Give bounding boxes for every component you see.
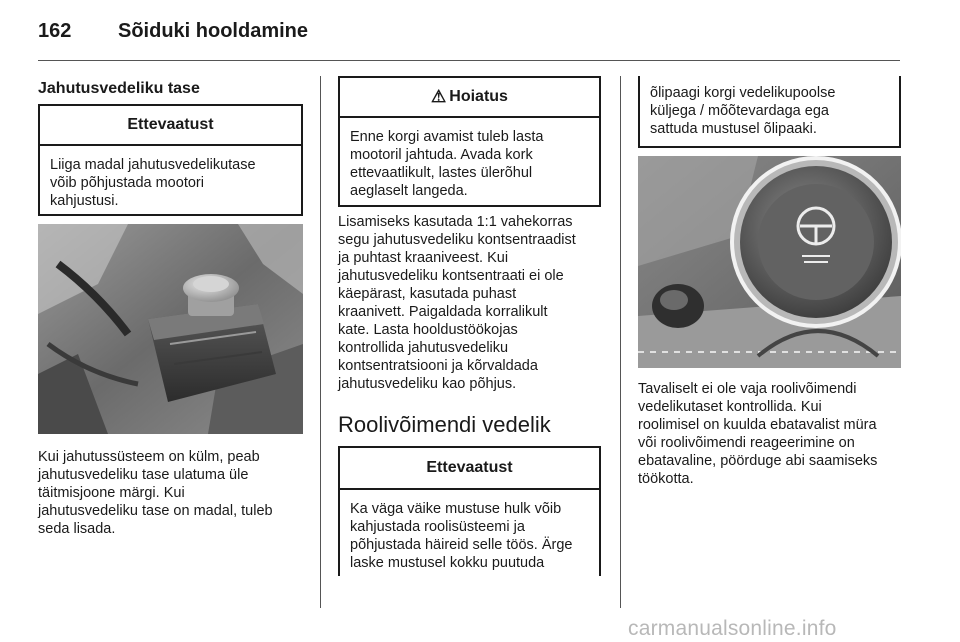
coolant-warning-box — [338, 76, 601, 207]
page-number: 162 — [38, 20, 72, 42]
watermark: carmanualsonline.info — [628, 617, 837, 640]
coolant-reservoir-photo — [38, 224, 303, 434]
continuation-text: õlipaagi korgi vedelikupoolse küljega / mõõtevardaga ega sattuda mustusel õlipaaki. — [650, 85, 836, 137]
coolant-add-paragraph: Lisamiseks kasutada 1:1 vahekorras segu jahutusvedeliku kontsentraadist ja puhtast kraaniveest. Kui jahutusvedeliku kontsentraati ei ole käepärast, kasutada puhast kraanivett. Paigaldada korralikult kate. Lasta hooldustöökojas kontrollida jahutusvedeliku kontsentratsiooni ja kõrvaldada jahutusvedeliku kao põhjus. — [338, 214, 576, 392]
warning-title: Hoiatus — [449, 88, 508, 105]
caution-title: Ettevaatust — [40, 106, 301, 146]
chapter-title: Sõiduki hooldamine — [118, 20, 309, 42]
warning-triangle-icon: ⚠ — [431, 87, 447, 106]
coolant-level-paragraph: Kui jahutussüsteem on külm, peab jahutusvedeliku tase ulatuma üle täitmisjoone märgi. Kui jahutusvedeliku tase on madal, tuleb seda lisada. — [38, 449, 273, 537]
power-steering-heading: Roolivõimendi vedelik — [338, 412, 551, 437]
caution-title: Ettevaatust — [340, 448, 599, 490]
header-divider — [38, 60, 900, 61]
warning-text: Enne korgi avamist tuleb lasta mootoril jahtuda. Avada kork ettevaatlikult, lastes ülerõhul aeglaselt langeda. — [350, 129, 544, 199]
coolant-caution-box — [38, 104, 303, 216]
caution-text: Ka väga väike mustuse hulk võib kahjustada roolisüsteemi ja põhjustada häireid selle töös. Ärge laske mustusel kokku puutuda — [350, 501, 573, 571]
steering-caution-continuation — [638, 76, 901, 148]
column-divider-right — [620, 76, 621, 608]
warning-header — [340, 78, 599, 118]
steering-reservoir-photo — [638, 156, 901, 368]
steering-check-paragraph: Tavaliselt ei ole vaja roolivõimendi vedelikutaset kontrollida. Kui roolimisel on kuulda ebatavalist müra või roolivõimendi reageerimine on ebatavaline, pöörduge abi saamiseks töökotta. — [638, 381, 878, 487]
steering-caution-box — [338, 446, 601, 576]
coolant-level-heading: Jahutusvedeliku tase — [38, 80, 200, 97]
column-divider-left — [320, 76, 321, 608]
caution-text: Liiga madal jahutusvedelikutase võib põhjustada mootori kahjustusi. — [50, 157, 256, 209]
